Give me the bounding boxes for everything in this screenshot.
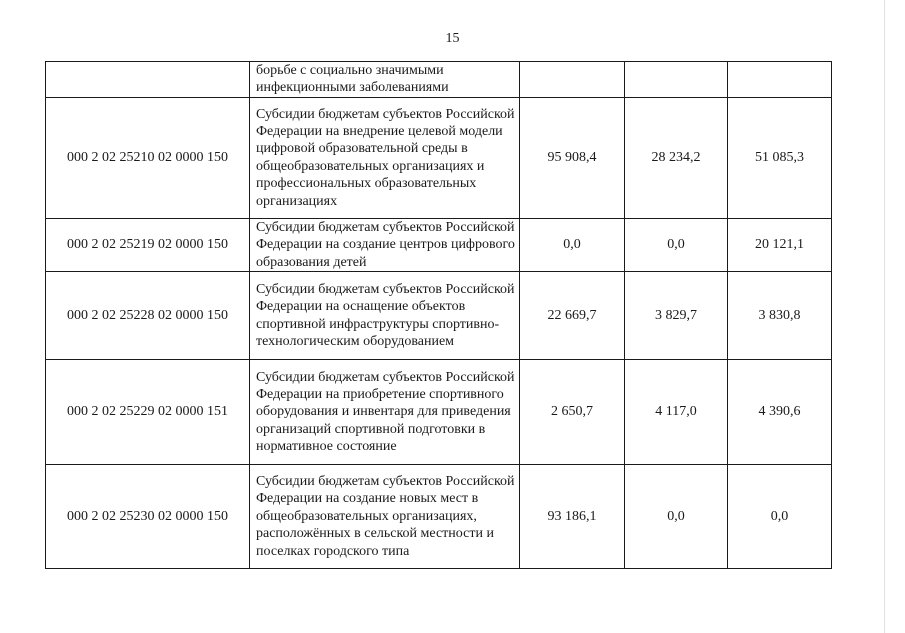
- amount-cell-2: 0,0: [625, 218, 728, 271]
- description-cell: Субсидии бюджетам субъектов Российской Федерации на оснащение объектов спортивной инфраструктуры спортивно-технологическим оборудованием: [250, 272, 520, 360]
- table-row: [46, 62, 832, 98]
- budget-code-cell: 000 2 02 25228 02 0000 150: [46, 272, 250, 360]
- amount-cell-3: 20 121,1: [728, 218, 832, 271]
- page-number: 15: [445, 31, 460, 46]
- amount-cell-1: 95 908,4: [520, 97, 625, 218]
- amount-cell-2: 4 117,0: [625, 360, 728, 465]
- table-row: [46, 272, 832, 360]
- table-row: [46, 218, 832, 271]
- table-row: [46, 360, 832, 465]
- description-cell: Субсидии бюджетам субъектов Российской Федерации на создание новых мест в общеобразовательных организациях, расположённых в сельской местности и поселках городского типа: [250, 465, 520, 569]
- amount-cell-3: 4 390,6: [728, 360, 832, 465]
- description-cell: Субсидии бюджетам субъектов Российской Федерации на внедрение целевой модели цифровой образовательной среды в общеобразовательных организациях и профессиональных образовательных организациях: [250, 97, 520, 218]
- amount-cell-3: 51 085,3: [728, 97, 832, 218]
- description-cell: Субсидии бюджетам субъектов Российской Федерации на создание центров цифрового образования детей: [250, 218, 520, 271]
- amount-cell-2: 3 829,7: [625, 272, 728, 360]
- amount-cell-2: 28 234,2: [625, 97, 728, 218]
- amount-cell-2: 0,0: [625, 465, 728, 569]
- page-edge-line: [884, 0, 885, 633]
- amount-cell-3: [728, 62, 832, 98]
- budget-code-cell: 000 2 02 25229 02 0000 151: [46, 360, 250, 465]
- amount-cell-1: [520, 62, 625, 98]
- budget-table: [45, 61, 832, 569]
- budget-code-cell: [46, 62, 250, 98]
- budget-code-cell: 000 2 02 25230 02 0000 150: [46, 465, 250, 569]
- amount-cell-2: [625, 62, 728, 98]
- description-cell: борьбе с социально значимыми инфекционными заболеваниями: [250, 62, 520, 98]
- budget-code-cell: 000 2 02 25219 02 0000 150: [46, 218, 250, 271]
- amount-cell-3: 3 830,8: [728, 272, 832, 360]
- description-cell: Субсидии бюджетам субъектов Российской Федерации на приобретение спортивного оборудования и инвентаря для приведения организаций спортивной подготовки в нормативное состояние: [250, 360, 520, 465]
- amount-cell-1: 93 186,1: [520, 465, 625, 569]
- table-row: [46, 465, 832, 569]
- amount-cell-3: 0,0: [728, 465, 832, 569]
- budget-code-cell: 000 2 02 25210 02 0000 150: [46, 97, 250, 218]
- amount-cell-1: 2 650,7: [520, 360, 625, 465]
- amount-cell-1: 0,0: [520, 218, 625, 271]
- amount-cell-1: 22 669,7: [520, 272, 625, 360]
- table-row: [46, 97, 832, 218]
